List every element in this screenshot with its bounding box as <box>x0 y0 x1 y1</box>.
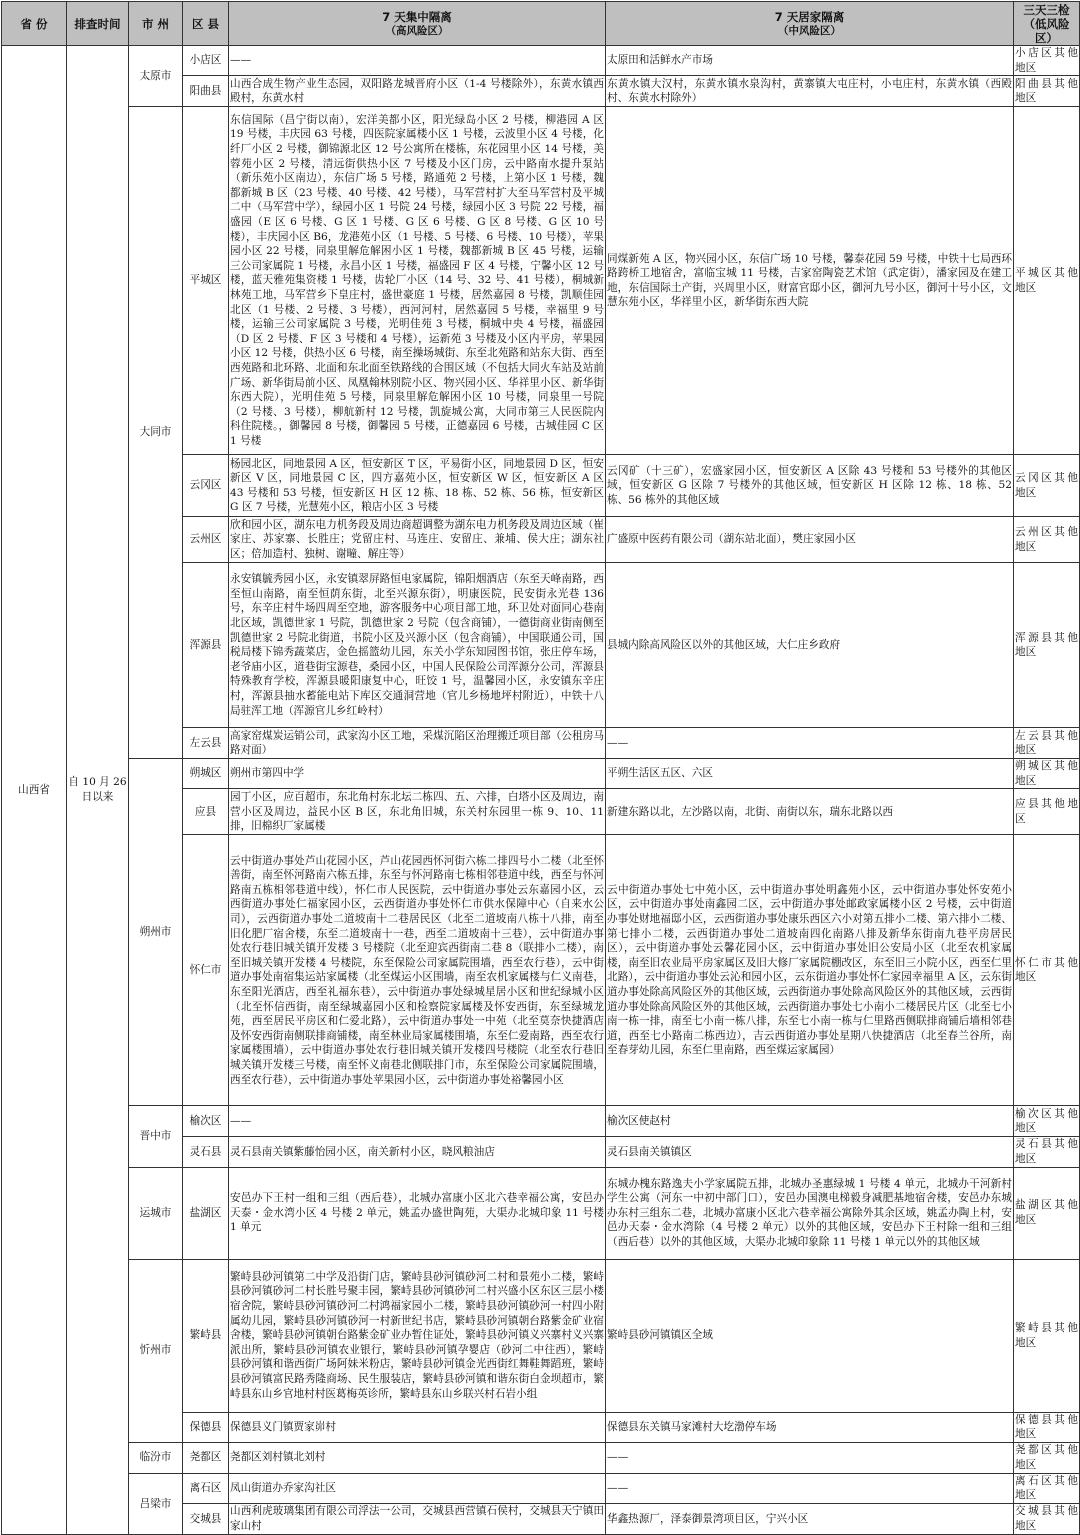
header-three-day-test: 三天三检（低风险区） <box>1014 2 1080 46</box>
central-cell: 灵石县南关镇紫藤怡园小区，南关新村小区，晓风粮油店 <box>229 1137 606 1167</box>
home-cell: 广盛原中医药有限公司（湖东站北面），樊庄家园小区 <box>606 517 1014 563</box>
district-cell: 怀仁市 <box>183 835 229 1106</box>
low-risk-cell: 应县其他地区 <box>1014 789 1080 835</box>
low-risk-cell: 云州区其他地区 <box>1014 517 1080 563</box>
home-cell: 保德县东关镇马家滩村大圪渤停车场 <box>606 1412 1014 1442</box>
low-risk-cell: 保德县其他地区 <box>1014 1412 1080 1442</box>
header-check-time: 排查时间 <box>67 2 129 46</box>
home-cell: 榆次区使赵村 <box>606 1106 1014 1137</box>
city-cell: 运城市 <box>129 1167 183 1259</box>
district-cell: 保德县 <box>183 1412 229 1442</box>
central-cell: 山西利虎玻璃集团有限公司浮法一公司，交城县西营镇石侯村，交城县天宁镇田家山村 <box>229 1503 606 1534</box>
central-cell: —— <box>229 46 606 76</box>
low-risk-cell: 盐湖区其他地区 <box>1014 1167 1080 1259</box>
check-time-cell: 自 10 月 26 日以来 <box>67 46 129 1535</box>
city-cell: 晋中市 <box>129 1106 183 1167</box>
table-row <box>2 1473 1080 1503</box>
home-cell: 灵石县南关镇镇区 <box>606 1137 1014 1167</box>
home-cell: 东城办槐东路逸夫小学家属院五排，北城办圣惠绿城 1 号楼 4 单元，北城办干河新村学生公寓（河东一中初中部门口），安邑办国澳电梯毅身减肥基地宿舍楼，安邑办东城办东村三组东二巷，北城办富康小区北六巷幸福公寓除外其余区域，姚孟办陶上村，安邑办天泰・金水湾除（4 号楼 2 单元）以外的其他区域，安邑办下王村除一组和三组（西后巷）以外的其他区域，大渠办北城印象除 11 号楼 1 单元以外的其他区域 <box>606 1167 1014 1259</box>
central-cell: 高家窑煤炭运销公司，武家沟小区工地，采煤沉陷区治理搬迁项目部（公租房马路对面） <box>229 728 606 759</box>
central-cell: 园丁小区，应百超市，东北角村东北坛二栋四、五、六排，白塔小区及周边，南营小区及周边，益民小区 B 区，东北角旧城，东关村东园里一栋 9、10、11 排，旧棉织厂家属楼 <box>229 789 606 835</box>
city-cell: 太原市 <box>129 46 183 107</box>
home-cell: 云冈矿（十三矿），宏盛家园小区，恒安新区 A 区除 43 号楼和 53 号楼外的其他区域，恒安新区 G 区除 7 号楼外的其他区域，恒安新区 H 区除 12 栋、18 栋、52 栋、56 栋外的其他区域 <box>606 455 1014 517</box>
district-cell: 灵石县 <box>183 1137 229 1167</box>
header-home-quarantine: 7 天居家隔离 （中风险区） <box>606 2 1014 46</box>
low-risk-cell: 左云县其他地区 <box>1014 728 1080 759</box>
header-district: 区 县 <box>183 2 229 46</box>
home-cell: —— <box>606 728 1014 759</box>
central-cell: 保德县义门镇贾家峁村 <box>229 1412 606 1442</box>
low-risk-cell: 小店区其他地区 <box>1014 46 1080 76</box>
table-row <box>2 1259 1080 1412</box>
district-cell: 应县 <box>183 789 229 835</box>
home-cell: 华鑫热源厂，泽泰御景湾项目区，宁兴小区 <box>606 1503 1014 1534</box>
district-cell: 盐湖区 <box>183 1167 229 1259</box>
low-risk-cell: 交城县其他地区 <box>1014 1503 1080 1534</box>
table-row <box>2 107 1080 455</box>
home-cell: 繁峙县砂河镇镇区全域 <box>606 1259 1014 1412</box>
home-cell: 平朔生活区五区、六区 <box>606 759 1014 789</box>
home-cell: 云中街道办事处七中苑小区，云中街道办事处明鑫苑小区，云中街道办事处怀安苑小区，云中街道办事处南鑫园二区，云中街道办事处邮政家属楼小区 2 号楼，云中街道办事处财地福邸小区，云西街道办事处康乐西区六小对第五排小二楼、第六排小二楼、第七排小二楼，云西街道办事处二道坡南四化南路八排及新华东街南九巷平房居民区），云中街道办事处云馨花园小区，云中街道办事处旧公安局小区（北至农机家属楼，南至旧农业局平房家属区及旧大修厂家属院棚改区，东至旧三小院小区，西至仁里北路），云中街道办事处云沁和园小区，云东街道办事处怀仁家园幸福里 A 区，云东街道办事处除高风险区外的其他区域，云西街道办事处除高风险区外的其他区域，云西街道办事处除高风险区外的其他区域，云西街道办事处七小南小二楼居民片区（北至七小南一栋一排，南至七小南一栋八排，东至七小南一栋与仁里路西侧联排商铺后墙相邻巷道，西至七小路南二栋西边），吉云西街道办事处星期八快捷酒店（北至春兰谷所，南至春芽幼儿园，东至仁里南路，西至煤运家属园） <box>606 835 1014 1106</box>
risk-area-table <box>1 1 1080 1535</box>
home-cell: 东黄水镇大汉村，东黄水镇水泉沟村，黄寨镇大屯庄村，小屯庄村，东黄水镇（西殿村、东黄水村除外） <box>606 76 1014 107</box>
low-risk-cell: 浑源县其他地区 <box>1014 563 1080 728</box>
home-cell: 县城内除高风险区以外的其他区域，大仁庄乡政府 <box>606 563 1014 728</box>
low-risk-cell: 怀仁市其他地区 <box>1014 835 1080 1106</box>
district-cell: 离石区 <box>183 1473 229 1503</box>
district-cell: 左云县 <box>183 728 229 759</box>
low-risk-cell: 阳曲县其他地区 <box>1014 76 1080 107</box>
central-cell: 欣和园小区，湖东电力机务段及周边商超调整为湖东电力机务段及周边区域（崔家庄、苏家寨、长胜庄；党留庄村、马连庄、安留庄、兼埔、侯大庄；湖东社区；倍加造村、独树、谢疃、解庄等） <box>229 517 606 563</box>
table-row <box>2 46 1080 76</box>
low-risk-cell: 榆次区其他地区 <box>1014 1106 1080 1137</box>
province-cell: 山西省 <box>2 46 67 1535</box>
table-row <box>2 1167 1080 1259</box>
low-risk-cell: 尧都区其他地区 <box>1014 1442 1080 1473</box>
city-cell: 大同市 <box>129 107 183 759</box>
central-cell: —— <box>229 1106 606 1137</box>
low-risk-cell: 朔城区其他地区 <box>1014 759 1080 789</box>
table-row <box>2 1442 1080 1473</box>
low-risk-cell: 繁峙县其他地区 <box>1014 1259 1080 1412</box>
central-cell: 朔州市第四中学 <box>229 759 606 789</box>
district-cell: 浑源县 <box>183 563 229 728</box>
central-cell: 云中街道办事处芦山花园小区，芦山花园西怀河街六栋二排四号小二楼（北至怀善街，南至怀河路南六栋五排，东至与怀河路南七栋相邻巷道中线，西至与怀河路南五栋相邻巷道中线），怀仁市人民医院，云中街道办事处云东嘉园小区，云西街道办事处仁福家园小区，云西街道办事处怀仁市供水保障中心（自来水公司），云西街道办事处二道坡南十二巷居民区（北至二道坡南八栋十八排，南至旧化肥厂宿舍楼，东至二道坡南十一巷，西至二道坡南十三巷），云中街道办事处农行巷旧城关镇开发楼 3 号楼院（北至迎宾西街南二巷 8（联排小二楼），南至旧城关镇开发楼 4 号楼院，东至保险公司家属院围墙，西至农行巷），云中街道办事处南宿集运站家属楼（北至煤运小区围墙，南至农机家属楼与仁义南巷，东至阳光酒店，西至礼福东巷），云中街道办事处绿城星居小区和世纪绿城小区（北至怀信西街，南至绿城嘉园小区和检察院家属楼及怀安西街，东至绿城龙苑，西至居民平房区和仁爱北路），云中街道办事处一中苑（北至莫奈快捷酒店及怀安西街南侧联排商铺楼，南至林业局家属楼围墙，东至仁爱南路，西至农行家属楼围墙），云中街道办事处农行巷旧城关镇开发楼四号楼院（北至农行巷旧城关镇开发楼三号楼，南至怀义南巷北侧联排门市，东至保险公司家属院围墙，西至农行巷），云中街道办事处苹果园小区，云中街道办事处裕馨园小区 <box>229 835 606 1106</box>
home-cell: —— <box>606 1473 1014 1503</box>
district-cell: 小店区 <box>183 46 229 76</box>
central-cell: 繁峙县砂河镇第二中学及沿街门店，繁峙县砂河镇砂河二村和景苑小二楼，繁峙县砂河镇砂河二村长胜号聚丰园，繁峙县砂河镇砂河二村兴盛小区东区三层小楼宿舍院，繁峙县砂河镇砂河二村鸿福家园小二楼，繁峙县砂河镇砂河一村四小附属幼儿园，繁峙县砂河镇砂河一村新世纪书店，繁峙县砂河镇朝台路紫金矿业宿舍楼，繁峙县砂河镇朝台路紫金矿业办暂住证处，繁峙县砂河镇义兴寨村义兴寨派出所，繁峙县砂河镇农业银行，繁峙县砂河镇孕婴店（砂河二中往西），繁峙县砂河镇和谐西街广场阿妹米粉店，繁峙县砂河镇金光西街红舞鞋舞蹈班，繁峙县砂河镇富民路秀隆商场、民生服装店，繁峙县砂河镇和谐东街白金坝超市，繁峙县东山乡官地村村医葛梅英诊所，繁峙县东山乡联兴村石岩小组 <box>229 1259 606 1412</box>
district-cell: 尧都区 <box>183 1442 229 1473</box>
home-cell: 新建东路以北，左沙路以南，北街、南街以东，瑞东北路以西 <box>606 789 1014 835</box>
table-row <box>2 759 1080 789</box>
district-cell: 交城县 <box>183 1503 229 1534</box>
low-risk-cell: 云冈区其他地区 <box>1014 455 1080 517</box>
district-cell: 平城区 <box>183 107 229 455</box>
header-city: 市 州 <box>129 2 183 46</box>
city-cell: 朔州市 <box>129 759 183 1106</box>
city-cell: 忻州市 <box>129 1259 183 1442</box>
central-cell: 尧都区刘村镇北刘村 <box>229 1442 606 1473</box>
district-cell: 朔城区 <box>183 759 229 789</box>
city-cell: 吕梁市 <box>129 1473 183 1534</box>
district-cell: 阳曲县 <box>183 76 229 107</box>
city-cell: 临汾市 <box>129 1442 183 1473</box>
central-cell: 山西合成生物产业生态园，双阳路龙城晋府小区（1-4 号楼除外），东黄水镇西殿村，东黄水村 <box>229 76 606 107</box>
district-cell: 榆次区 <box>183 1106 229 1137</box>
home-cell: 同煤新苑 A 区，物兴园小区，东信广场 10 号楼，馨泰花园 59 号楼，中铁十七局西环路跨桥工地宿舍，富临宝城 11 号楼，吉家窑陶瓷艺术馆（武定街），潘家园及在建工地，东信国际土产街，兴周里小区，财富官邸小区，御河九号小区，御河十号小区，文慧东苑小区，华祥里小区，新华街东西大院 <box>606 107 1014 455</box>
central-cell: 永安镇毓秀园小区，永安镇翠屏路恒电家属院，锦阳烟酒店（东至天峰南路，西至恒山南路，南至恒荫东街，北至兴源东街），明康医院，民安街永光巷 136 号，东辛庄村牛场四周至空地，游客服务中心项目部工地，环卫处对面同心巷南北区域，凯德世家 1 号院，凯德世家 2 号院（包含商铺），一德街商业街南侧至凯德世家 2 号院北街道，书院小区及兴源小区（包含商铺），中国联通公司，国税局楼下锦秀蔬菜店，金色摇篮幼儿园，东关小学东知园图书馆，张庄停车场，老爷庙小区，道巷街宝源巷，桑园小区，中国人民保险公司浑源分公司，浑源县特殊教育学校，浑源县暖阳康复中心，旺饺 1 号，温馨园小区，永安镇东辛庄村，浑源县抽水蓄能电站下库区交通洞营地（官儿乡杨地坪村附近），中铁十八局驻浑工地（浑源官儿乡红岭村） <box>229 563 606 728</box>
low-risk-cell: 离石区其他地区 <box>1014 1473 1080 1503</box>
central-cell: 杨园北区，同地景园 A 区，恒安新区 T 区，平易街小区，同地景园 D 区，恒安新区 V 区，同地景园 C 区，四方嘉苑小区，恒安新区 W 区，恒安新区 A 区 43 号楼和 53 号楼，恒安新区 H 区 12 栋、18 栋、52 栋、56 栋，恒安新区 G 区 7 号楼，光慧苑小区，粮店小区 3 号楼 <box>229 455 606 517</box>
table-row <box>2 1106 1080 1137</box>
district-cell: 云冈区 <box>183 455 229 517</box>
central-cell: 东信国际（昌宁街以南），宏洋美都小区，阳光绿岛小区 2 号楼，柳港园 A 区 19 号楼，丰庆园 63 号楼，四医院家属楼小区 1 号楼，云波里小区 4 号楼，化纤厂小区 2 号楼，御锦源北区 12 号公寓所在楼栋，东花园里小区 14 号楼，美蓉苑小区 2 号楼，清远街供热小区 7 号楼及小区门房，云中路南水提升泵站（新乐苑小区南边），东信广场 5 号楼，路通苑 2 号楼，上第小区 1 号楼，魏都新城 B 区（23 号楼、40 号楼、42 号楼），马军营村扩大至马军营村及平城二中（马军营中学），绿园小区 1 号院 24 号楼，绿园小区 3 号院 22 号楼，福盛园（E 区 6 号楼、G 区 1 号楼、G 区 6 号楼、G 区 8 号楼、G 区 10 号楼），丰庆园小区 B6，龙港苑小区（1 号楼、5 号楼、6 号楼、10 号楼），苹果园小区 22 号楼，同泉里解危解困小区 1 号楼，魏都新城 B 区 45 号楼，运输三公司家属院 1 号楼，永昌小区 1 号楼，福盛园 F 区 4 号楼，宁馨小区 12 号楼，蓝天雅苑集资楼 1 号楼，齿轮厂小区（14 号、32 号、41 号楼），桐城新林苑工地，马军营乡下皇庄村，盛世豪庭 1 号楼，居然嘉园 8 号楼，凯顺佳园北区（1 号楼、2 号楼、3 号楼），西河河村，居然嘉园 5 号楼，幸福里 9 号楼，运输三公司家属院 3 号楼，光明佳苑 3 号楼，桐城中央 4 号楼，福盛园（D 区 2 号楼、F 区 3 号楼和 4 号楼），运新苑 3 号楼及小区内平房，苹果园小区 12 号楼，供热小区 6 号楼，南至操场城街、东至北苑路和站东大街、西至西苑路和北环路、北面和东北面至铁路线的合围区域（不包括大同火车站及站前广场、新华街局前小区、凤凰翰林别院小区、物兴园小区、华祥里小区、新华街东西大院），光明佳苑 5 号楼，同泉里解危解困小区 10 号楼，同泉里一号院（2 号楼、3 号楼），柳航新村 12 号楼，凯旋城公寓，大同市第三人民医院内科住院楼。，御馨园 8 号楼，御馨园 5 号楼，正德嘉园 6 号楼，古城佳园 C 区 1 号楼 <box>229 107 606 455</box>
header-central-quarantine: 7 天集中隔离 （高风险区） <box>229 2 606 46</box>
district-cell: 云州区 <box>183 517 229 563</box>
central-cell: 凤山街道办乔家沟社区 <box>229 1473 606 1503</box>
central-cell: 安邑办下王村一组和三组（西后巷），北城办富康小区北六巷幸福公寓，安邑办天泰・金水湾小区 4 号楼 2 单元，姚孟办盛世陶苑，大渠办北城印象 11 号楼 1 单元 <box>229 1167 606 1259</box>
home-cell: 太原田和活鲜水产市场 <box>606 46 1014 76</box>
low-risk-cell: 平城区其他地区 <box>1014 107 1080 455</box>
low-risk-cell: 灵石县其他地区 <box>1014 1137 1080 1167</box>
header-province: 省 份 <box>2 2 67 46</box>
home-cell: —— <box>606 1442 1014 1473</box>
district-cell: 繁峙县 <box>183 1259 229 1412</box>
